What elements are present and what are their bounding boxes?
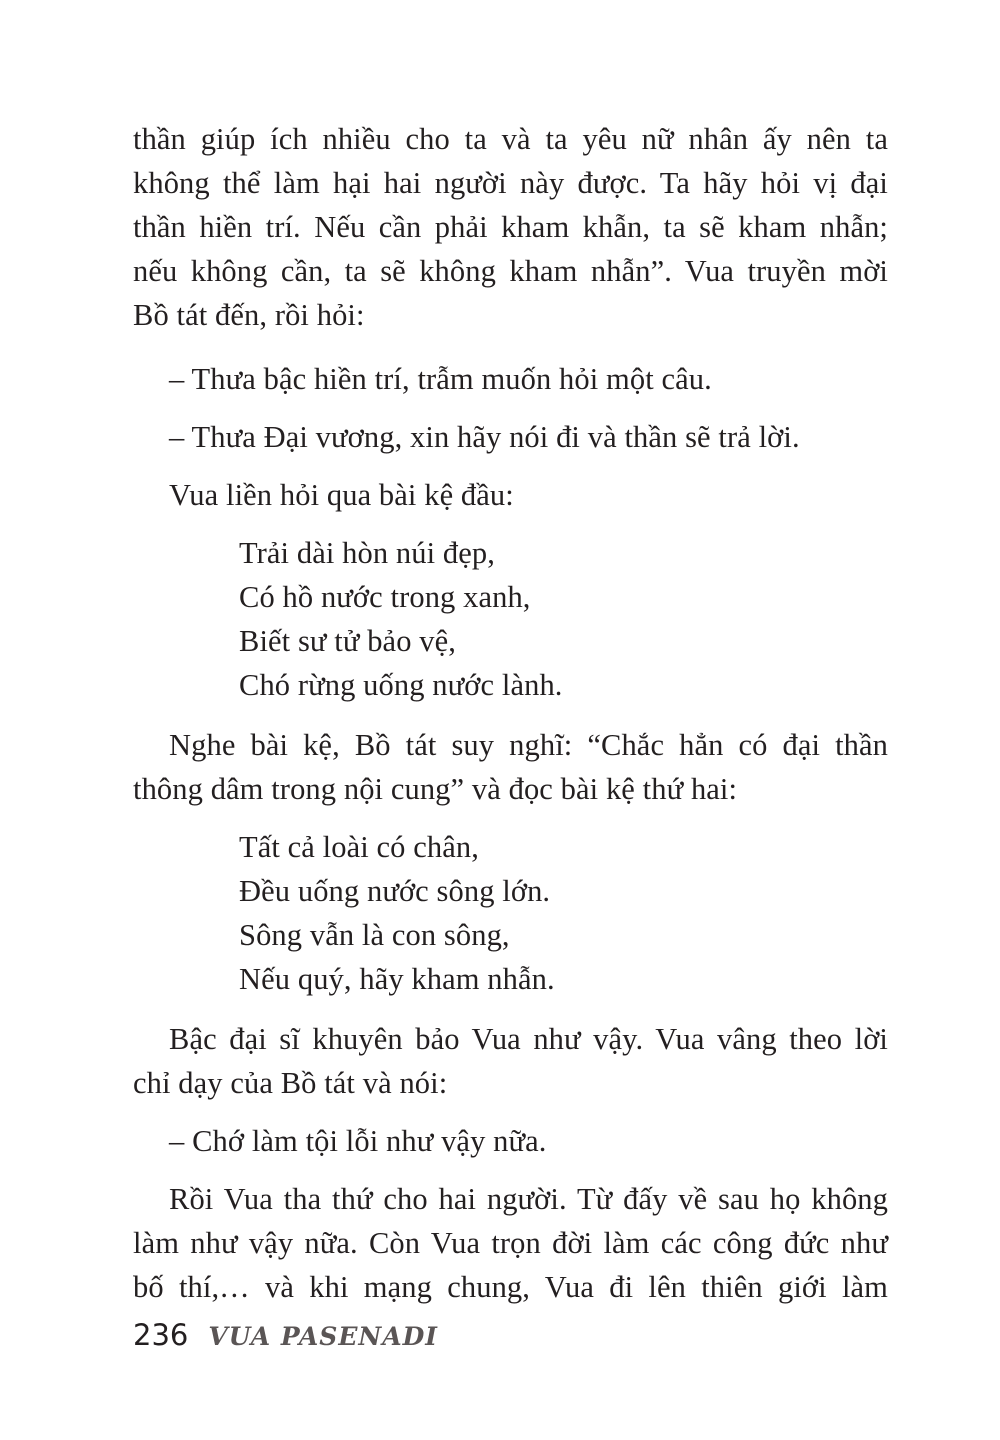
verse-line: Trải dài hòn núi đẹp, [239, 536, 495, 570]
page-footer [133, 1318, 438, 1352]
paragraph-1 [133, 117, 888, 337]
text-line: Nghe bài kệ, Bồ tát suy nghĩ: “Chắc hẳn có đại thần [169, 728, 888, 762]
verse-line: Đều uống nước sông lớn. [239, 874, 551, 908]
text-line: thần giúp ích nhiều cho ta và ta yêu nữ nhân ấy nên ta [133, 122, 888, 156]
text-line: thần hiền trí. Nếu cần phải kham khẫn, ta sẽ kham nhẫn; [133, 210, 888, 244]
text-line: Bậc đại sĩ khuyên bảo Vua như vậy. Vua vâng theo lời [169, 1022, 888, 1056]
verse-line: Chó rừng uống nước lành. [239, 668, 563, 702]
dialogue-line-3: – Chớ làm tội lỗi như vậy nữa. [169, 1124, 547, 1158]
text-line: nếu không cần, ta sẽ không kham nhẫn”. Vua truyền mời [133, 254, 888, 288]
verse-2 [133, 825, 888, 1001]
text-line: bố thí,… và khi mạng chung, Vua đi lên thiên giới làm [133, 1270, 888, 1304]
page-body [133, 117, 888, 1309]
verse-line: Sông vẫn là con sông, [239, 918, 510, 952]
text-line: Rồi Vua tha thứ cho hai người. Từ đấy về sau họ không [169, 1182, 888, 1216]
dialogue-line-1: – Thưa bậc hiền trí, trẫm muốn hỏi một câu. [169, 362, 712, 396]
running-head: VUA PASENADI [208, 1322, 438, 1351]
paragraph-2: Vua liền hỏi qua bài kệ đầu: [169, 478, 514, 512]
text-line: Bồ tát đến, rồi hỏi: [133, 298, 365, 332]
verse-1 [133, 531, 888, 707]
verse-line: Biết sư tử bảo vệ, [239, 624, 456, 658]
page-number: 236 [133, 1318, 189, 1352]
paragraph-3 [133, 723, 888, 811]
verse-line: Có hồ nước trong xanh, [239, 580, 531, 614]
verse-line: Nếu quý, hãy kham nhẫn. [239, 962, 555, 996]
text-line: chỉ dạy của Bồ tát và nói: [133, 1066, 448, 1100]
verse-line: Tất cả loài có chân, [239, 830, 479, 864]
dialogue-line-2: – Thưa Đại vương, xin hãy nói đi và thần sẽ trả lời. [169, 420, 800, 454]
text-line: thông dâm trong nội cung” và đọc bài kệ thứ hai: [133, 772, 738, 806]
text-line: làm như vậy nữa. Còn Vua trọn đời làm các công đức như [133, 1226, 888, 1260]
paragraph-5 [133, 1177, 888, 1309]
paragraph-4 [133, 1017, 888, 1105]
text-line: không thể làm hại hai người này được. Ta hãy hỏi vị đại [133, 166, 888, 200]
